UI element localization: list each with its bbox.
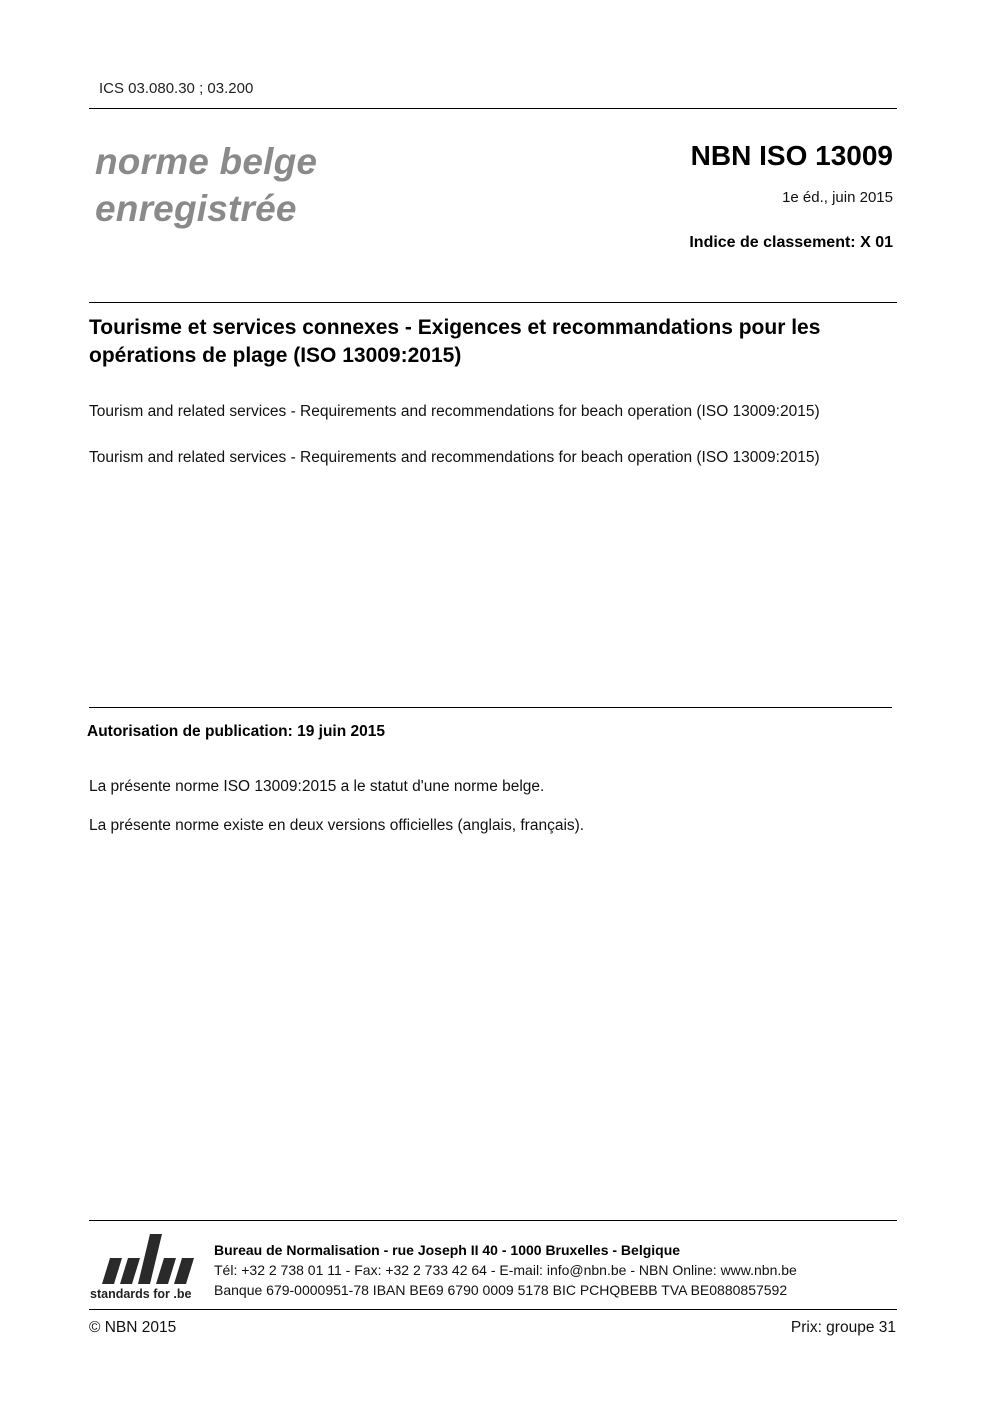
title-french: Tourisme et services connexes - Exigences et recommandations pour les opérations de plage (ISO 13009:2015) xyxy=(89,316,821,367)
logo-stroke xyxy=(120,1258,140,1284)
footer-address: Bureau de Normalisation - rue Joseph II 40 - 1000 Bruxelles - Belgique xyxy=(214,1242,681,1258)
classification-index: Indice de classement: X 01 xyxy=(689,234,893,251)
title-alt-1: Tourism and related services - Requirements and recommendations for beach operation (ISO 13009:2015) xyxy=(89,403,820,420)
title-alt-2: Tourism and related services - Requirements and recommendations for beach operation (ISO 13009:2015) xyxy=(89,449,820,466)
footer-bank: Banque 679-0000951-78 IBAN BE69 6790 0009 5178 BIC PCHQBEBB TVA BE0880857592 xyxy=(214,1282,788,1298)
status-paragraph: La présente norme ISO 13009:2015 a le statut d'une norme belge. xyxy=(89,778,545,795)
publication-authorisation: Autorisation de publication: 19 juin 2015 xyxy=(87,723,385,740)
price-group: Prix: groupe 31 xyxy=(790,1319,896,1336)
brand-line-1: norme belge xyxy=(95,141,318,182)
logo-tagline: standards for .be xyxy=(90,1287,192,1301)
header-divider xyxy=(89,108,897,109)
standard-number: NBN ISO 13009 xyxy=(690,140,893,171)
title-divider-top xyxy=(89,302,897,303)
footer-contact: Tél: +32 2 738 01 11 - Fax: +32 2 733 42 64 - E-mail: info@nbn.be - NBN Online: www.nbn.be xyxy=(214,1262,797,1278)
brand-line-2: enregistrée xyxy=(95,188,297,229)
footer-divider xyxy=(89,1220,897,1221)
ics-codes: ICS 03.080.30 ; 03.200 xyxy=(99,80,254,97)
footer-divider-bottom xyxy=(89,1309,897,1310)
edition-date: 1e éd., juin 2015 xyxy=(782,189,893,206)
logo-stroke xyxy=(102,1258,122,1284)
copyright: © NBN 2015 xyxy=(89,1319,177,1336)
title-divider-bottom xyxy=(89,707,892,708)
logo-stroke xyxy=(174,1258,194,1284)
versions-paragraph: La présente norme existe en deux versions officielles (anglais, français). xyxy=(89,817,585,834)
logo-stroke xyxy=(156,1258,176,1284)
